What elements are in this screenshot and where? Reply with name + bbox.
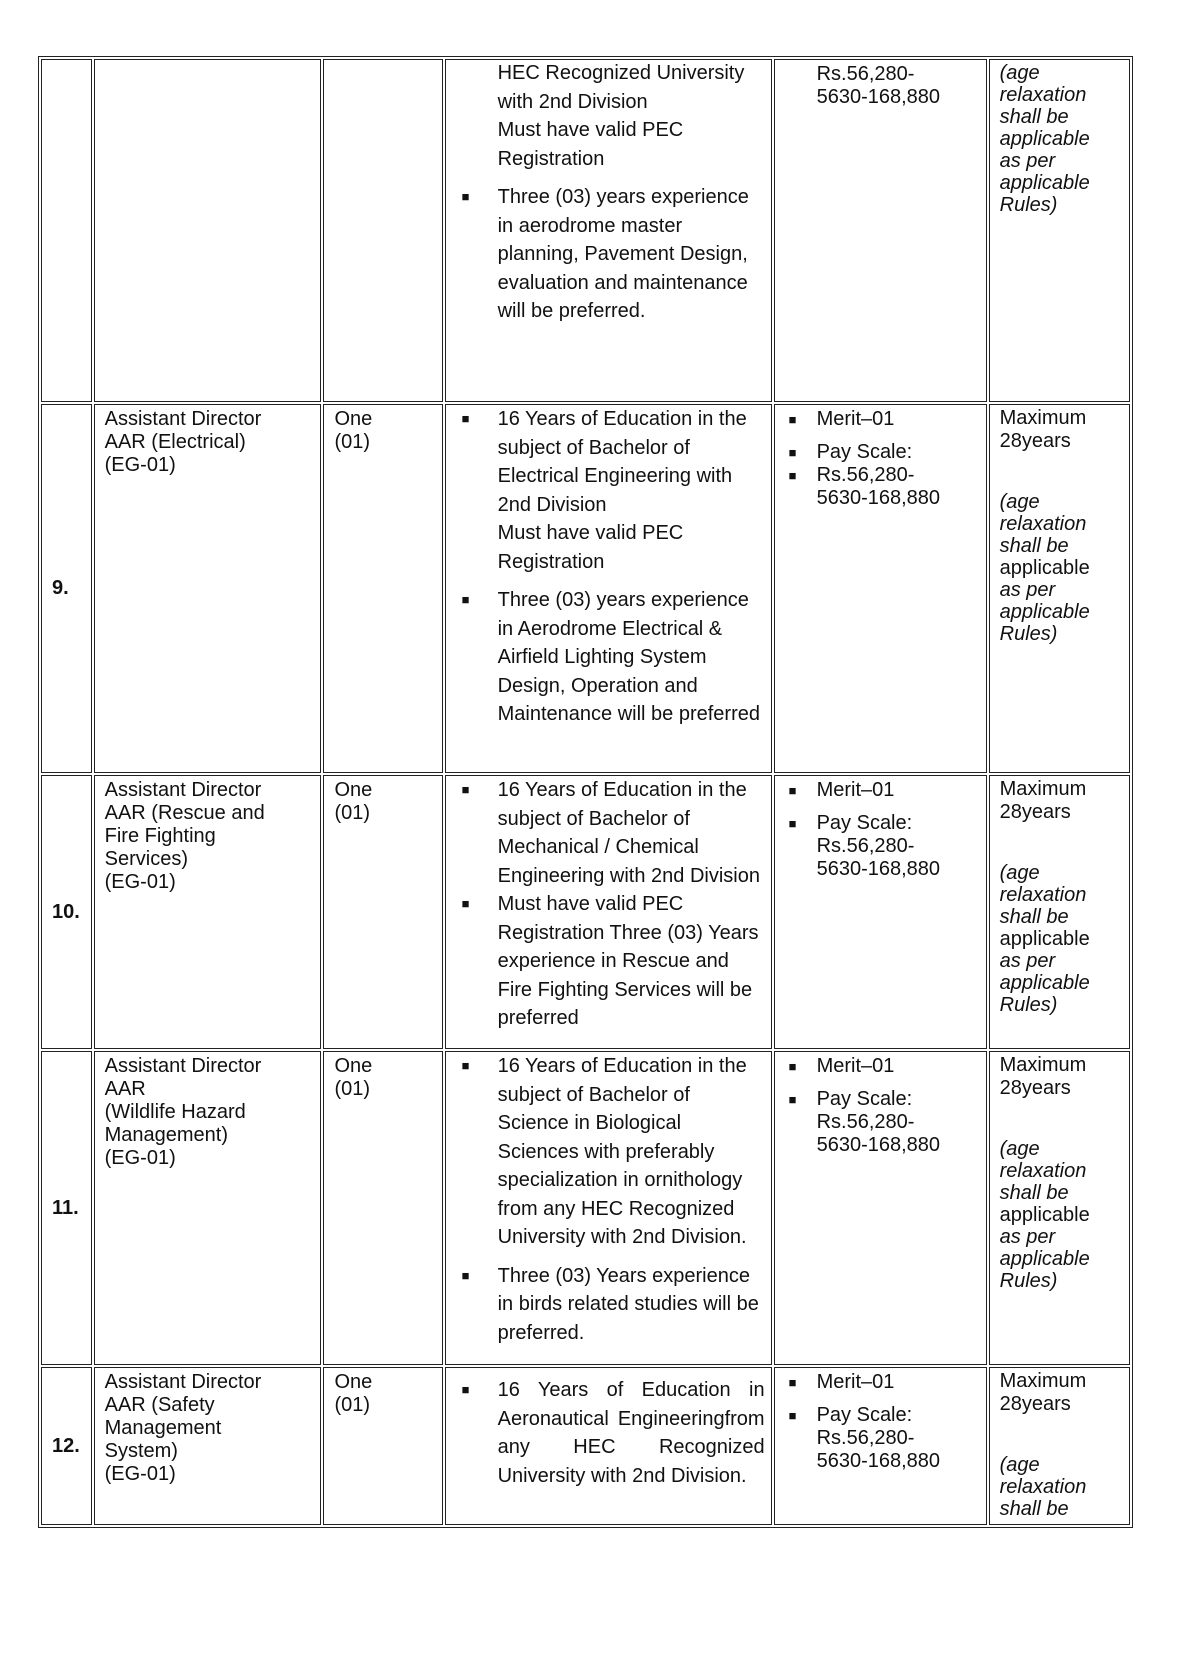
- pay-item: ■ Merit–01: [788, 779, 895, 801]
- qualification-item: ■ 16 Years of Education in the subject of Bachelor of Science in Biological Sciences with preferably specialization in ornithology from any HEC Recognized University with 2nd Division.: [446, 1052, 771, 1252]
- bullet-icon: ■: [461, 1382, 470, 1397]
- bullet-icon: ■: [788, 412, 797, 427]
- pay-item: ■ Merit–01: [788, 1371, 895, 1393]
- qualification-item: ■ Three (03) Years experience in birds related studies will be preferred.: [446, 1262, 771, 1348]
- serial-number-cell: 11.: [41, 1051, 92, 1365]
- table-row: [41, 775, 1130, 1049]
- pay-item: ■ Merit–01: [788, 408, 895, 430]
- age-relaxation-note: (age relaxation shall be applicable as per applicable Rules): [999, 862, 1090, 1016]
- job-table: [38, 56, 1133, 1528]
- qualification-cell: [445, 1051, 772, 1365]
- bullet-icon: ■: [461, 896, 470, 911]
- pay-cell: [774, 59, 987, 402]
- pay-item: ■ Merit–01: [788, 1055, 895, 1077]
- bullet-icon: ■: [788, 445, 797, 460]
- bullet-icon: ■: [461, 592, 470, 607]
- bullet-icon: ■: [788, 783, 797, 798]
- pay-cell: [774, 404, 987, 773]
- age-cell: [989, 404, 1130, 773]
- post-name-cell: Assistant Director AAR (Wildlife Hazard Management) (EG-01): [94, 1051, 322, 1365]
- pay-scale-text: Rs.56,280- 5630-168,880: [816, 63, 941, 108]
- age-relaxation-note: (age relaxation shall be applicable as per applicable Rules): [999, 491, 1090, 645]
- qualification-cell: [445, 59, 772, 402]
- age-cell: [989, 1051, 1130, 1365]
- bullet-icon: ■: [788, 468, 797, 483]
- pay-item: ■ Pay Scale: Rs.56,280- 5630-168,880: [788, 812, 941, 880]
- max-age: Maximum 28years: [999, 778, 1087, 823]
- bullet-icon: ■: [788, 1059, 797, 1074]
- pay-item: ■ Rs.56,280- 5630-168,880: [788, 464, 941, 509]
- qualification-item: ■ Three (03) years experience in aerodrome master planning, Pavement Design, evaluation and maintenance will be preferred.: [446, 183, 771, 326]
- bullet-icon: ■: [788, 816, 797, 831]
- bullet-icon: ■: [461, 1267, 470, 1283]
- qualification-item: ■ 16 Years of Education in the subject of Bachelor of Mechanical / Chemical Engineering with 2nd Division: [446, 776, 771, 890]
- age-relaxation-note: (age relaxation shall be applicable as per applicable Rules): [999, 1138, 1090, 1292]
- pay-cell: [774, 775, 987, 1049]
- pay-item: ■ Pay Scale: Rs.56,280- 5630-168,880: [788, 1404, 941, 1472]
- qualification-item: ■ 16 Years of Education in Aeronautical Engineeringfrom any HEC Recognized University with 2nd Division.: [446, 1376, 771, 1490]
- max-age: Maximum 28years: [999, 407, 1087, 452]
- pay-cell: [774, 1051, 987, 1365]
- qualification-cell: [445, 775, 772, 1049]
- bullet-icon: ■: [788, 1092, 797, 1107]
- age-cell: [989, 775, 1130, 1049]
- bullet-icon: ■: [461, 411, 470, 426]
- age-relaxation-note: (age relaxation shall be: [999, 1454, 1087, 1520]
- bullet-icon: ■: [461, 189, 470, 204]
- number-of-posts-cell: One (01): [323, 775, 442, 1049]
- age-cell: [989, 59, 1130, 402]
- bullet-icon: ■: [461, 1058, 470, 1073]
- max-age: Maximum 28years: [999, 1370, 1087, 1415]
- pay-cell: [774, 1367, 987, 1525]
- serial-number-cell: 9.: [41, 404, 92, 773]
- max-age: Maximum 28years: [999, 1054, 1087, 1099]
- table-row: [41, 1051, 1130, 1365]
- age-relaxation-note: (age relaxation shall be applicable as per applicable Rules): [999, 62, 1090, 216]
- qualification-cell: [445, 404, 772, 773]
- serial-number-cell: 12.: [41, 1367, 92, 1525]
- table-row: [41, 1367, 1130, 1525]
- serial-number-cell: [41, 59, 92, 402]
- qualification-item: ■ 16 Years of Education in the subject of Bachelor of Electrical Engineering with 2nd Division Must have valid PEC Registration: [446, 405, 771, 576]
- table-row: [41, 404, 1130, 773]
- serial-number-cell: 10.: [41, 775, 92, 1049]
- number-of-posts-cell: [323, 59, 442, 402]
- bullet-icon: ■: [788, 1408, 797, 1423]
- post-name-cell: Assistant Director AAR (Rescue and Fire Fighting Services) (EG-01): [94, 775, 322, 1049]
- post-name-cell: Assistant Director AAR (Safety Management System) (EG-01): [94, 1367, 322, 1525]
- qualification-cell: [445, 1367, 772, 1525]
- pay-item: ■ Pay Scale:: [788, 441, 913, 463]
- age-cell: [989, 1367, 1130, 1525]
- qualification-item: ■ Must have valid PEC Registration Three (03) Years experience in Rescue and Fire Fighting Services will be preferred: [446, 890, 771, 1033]
- qualification-text: HEC Recognized University with 2nd Division Must have valid PEC Registration: [497, 62, 745, 170]
- bullet-icon: ■: [788, 1375, 797, 1390]
- pay-item: ■ Pay Scale: Rs.56,280- 5630-168,880: [788, 1088, 941, 1156]
- post-name-cell: Assistant Director AAR (Electrical) (EG-01): [94, 404, 322, 773]
- table-row: [41, 59, 1130, 402]
- number-of-posts-cell: One (01): [323, 404, 442, 773]
- post-name-cell: [94, 59, 322, 402]
- bullet-icon: ■: [461, 782, 470, 797]
- qualification-item: ■ Three (03) years experience in Aerodrome Electrical & Airfield Lighting System Design, Operation and Maintenance will be preferred: [446, 586, 771, 729]
- number-of-posts-cell: One (01): [323, 1367, 442, 1525]
- number-of-posts-cell: One (01): [323, 1051, 442, 1365]
